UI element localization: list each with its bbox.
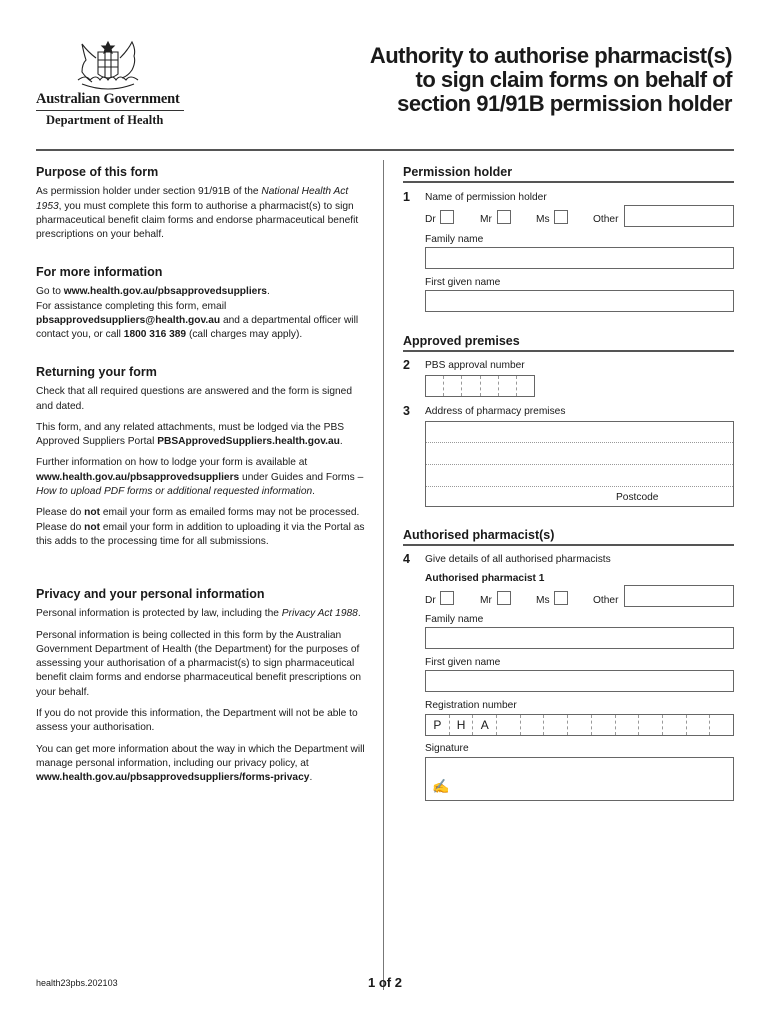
question-3-label: Address of pharmacy premises — [425, 406, 566, 417]
ap-title-other-input[interactable] — [624, 585, 734, 607]
coat-of-arms-logo — [68, 38, 148, 96]
column-divider — [383, 160, 384, 990]
pharmacy-address-input[interactable] — [425, 421, 734, 507]
returning-text-3: Further information on how to lodge your form is available at www.health.gov.au/pbsapprovedsuppliers under Guides and Forms – How to upload PDF forms or additional requested information. — [36, 457, 364, 498]
reg-prefix-h: H — [450, 715, 474, 735]
permission-holder-rule — [403, 181, 734, 183]
signature-label: Signature — [425, 743, 469, 754]
approved-premises-rule — [403, 350, 734, 352]
authorised-pharmacist-1-label: Authorised pharmacist 1 — [425, 573, 545, 584]
question-4-number: 4 — [403, 552, 410, 566]
privacy-heading: Privacy and your personal information — [36, 587, 265, 601]
reg-prefix-a: A — [473, 715, 497, 735]
title-ms-checkbox[interactable] — [554, 210, 568, 224]
authorised-pharmacists-rule — [403, 544, 734, 546]
question-2-label: PBS approval number — [425, 360, 525, 371]
title-other-label: Other — [593, 214, 619, 225]
info-heading: For more information — [36, 265, 163, 279]
returning-section — [36, 365, 371, 549]
title-line-1: Authority to authorise pharmacist(s) — [369, 43, 732, 68]
privacy-text-2: Personal information is being collected in this form by the Australian Government Department of Health (the Department) for the purposes of assessing your authorisation of a pharmacist(s) to sign pharmaceutical benefit claim forms and endorse pharmaceutical benefit prescriptions on your behalf. — [36, 629, 362, 698]
email-link[interactable]: pbsapprovedsuppliers@health.gov.au — [36, 314, 221, 326]
form-code: health23pbs.202103 — [36, 978, 118, 988]
title-other-input[interactable] — [624, 205, 734, 227]
purpose-section — [36, 165, 371, 242]
ap-title-ms-checkbox[interactable] — [554, 591, 568, 605]
address-line-2 — [426, 464, 733, 465]
returning-text-1: Check that all required questions are answered and the form is signed and dated. — [36, 386, 352, 412]
address-line-1 — [426, 442, 733, 443]
ap-title-ms-label: Ms — [536, 595, 550, 606]
authorised-pharmacists-heading: Authorised pharmacist(s) — [403, 528, 555, 542]
ap-family-name-label: Family name — [425, 614, 484, 625]
title-ms-label: Ms — [536, 214, 550, 225]
ap-title-dr-label: Dr — [425, 595, 436, 606]
postcode-label: Postcode — [616, 492, 659, 503]
info-link[interactable]: www.health.gov.au/pbsapprovedsuppliers — [63, 286, 267, 298]
pbs-approval-number-input[interactable] — [425, 375, 535, 397]
government-name: Australian Government — [36, 91, 180, 107]
title-line-3: section 91/91B permission holder — [397, 91, 732, 116]
family-name-label: Family name — [425, 234, 484, 245]
title-line-2: to sign claim forms on behalf of — [415, 67, 732, 92]
signature-input[interactable] — [425, 757, 734, 801]
ap-title-other-label: Other — [593, 595, 619, 606]
ap-title-mr-label: Mr — [480, 595, 492, 606]
permission-holder-heading: Permission holder — [403, 165, 513, 179]
privacy-text-4: You can get more information about the way in which the Department will manage personal information, including our privacy policy, at www.health.gov.au/pbsapprovedsuppliers/forms-privacy. — [36, 743, 365, 784]
question-1-number: 1 — [403, 190, 410, 204]
ap-title-mr-checkbox[interactable] — [497, 591, 511, 605]
sign-here-icon: ✍ — [432, 778, 450, 794]
purpose-heading: Purpose of this form — [36, 165, 159, 179]
ap-family-name-input[interactable] — [425, 627, 734, 649]
ap-first-given-name-input[interactable] — [425, 670, 734, 692]
privacy-section — [36, 587, 371, 786]
question-4-label: Give details of all authorised pharmacists — [425, 554, 611, 565]
returning-heading: Returning your form — [36, 365, 157, 379]
info-section — [36, 265, 371, 342]
privacy-text-3: If you do not provide this information, the Department will not be able to assess your authorisation. — [36, 708, 358, 734]
registration-number-label: Registration number — [425, 700, 517, 711]
privacy-text-1: Personal information is protected by law, including the Privacy Act 1988. — [36, 608, 361, 620]
page-number: 1 of 2 — [368, 975, 402, 990]
title-mr-label: Mr — [480, 214, 492, 225]
reg-prefix-p: P — [426, 715, 450, 735]
header-divider — [36, 149, 734, 151]
returning-text-2: This form, and any related attachments, must be lodged via the PBS Approved Suppliers Portal PBSApprovedSuppliers.health.gov.au. — [36, 421, 345, 448]
title-dr-label: Dr — [425, 214, 436, 225]
lodge-info-link[interactable]: www.health.gov.au/pbsapprovedsuppliers — [36, 471, 240, 483]
info-text: Go to www.health.gov.au/pbsapprovedsuppliers. For assistance completing this form, email pbsapprovedsuppliers@health.gov.au and a departmental officer will contact you, or call 1800 316 389 (call charges may apply). — [36, 286, 359, 341]
registration-number-input[interactable] — [425, 714, 734, 736]
title-mr-checkbox[interactable] — [497, 210, 511, 224]
first-given-name-label: First given name — [425, 277, 501, 288]
privacy-link[interactable]: www.health.gov.au/pbsapprovedsuppliers/forms-privacy — [36, 772, 310, 784]
question-3-number: 3 — [403, 404, 410, 418]
government-divider — [36, 110, 184, 111]
returning-text-4: Please do not email your form as emailed forms may not be processed. Please do not email your form in addition to uploading it via the Portal as this adds to the processing time for all submissions. — [36, 507, 365, 547]
family-name-input[interactable] — [425, 247, 734, 269]
title-dr-checkbox[interactable] — [440, 210, 454, 224]
purpose-text: As permission holder under section 91/91B of the National Health Act 1953, you must complete this form to authorise a pharmacist(s) to sign pharmaceutical benefit claim forms and endorse pharmaceutical benefit prescriptions on your behalf. — [36, 186, 359, 241]
question-2-number: 2 — [403, 358, 410, 372]
approved-premises-heading: Approved premises — [403, 334, 520, 348]
portal-link[interactable]: PBSApprovedSuppliers.health.gov.au — [157, 436, 340, 448]
question-1-label: Name of permission holder — [425, 192, 547, 203]
form-title — [332, 44, 732, 116]
address-line-3 — [426, 486, 733, 487]
ap-first-given-name-label: First given name — [425, 657, 501, 668]
first-given-name-input[interactable] — [425, 290, 734, 312]
department-name: Department of Health — [46, 113, 164, 127]
ap-title-dr-checkbox[interactable] — [440, 591, 454, 605]
